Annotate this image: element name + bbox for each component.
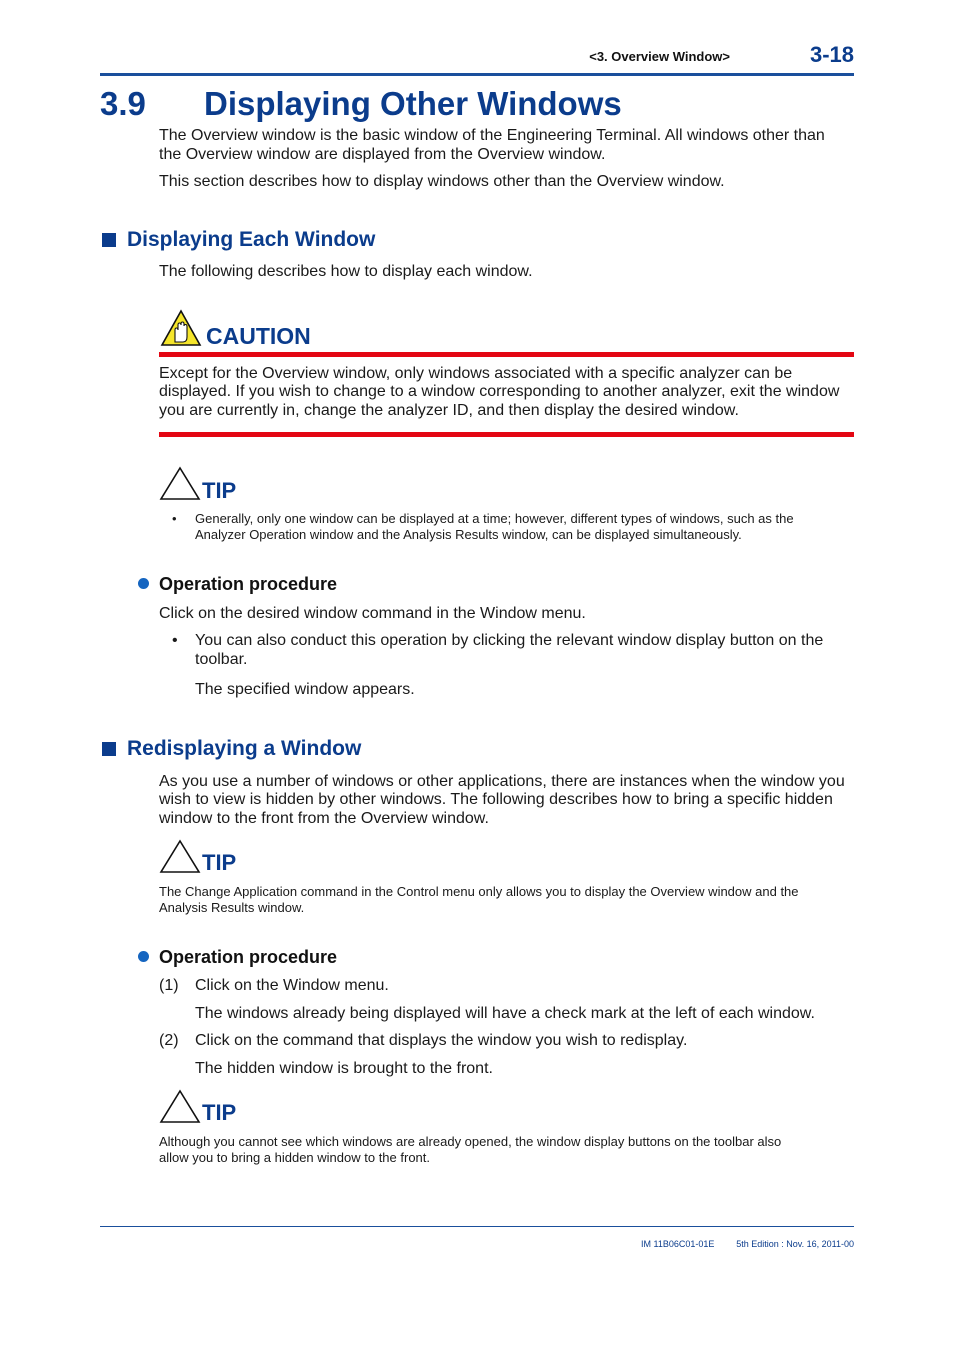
edition-info: 5th Edition : Nov. 16, 2011-00: [736, 1239, 854, 1249]
tip-bullet: •: [172, 511, 177, 526]
round-bullet-icon: [138, 578, 149, 589]
step-number: (2): [159, 1032, 179, 1049]
tip-triangle-icon: [159, 466, 201, 501]
tip-text-line: Generally, only one window can be displayed at a time; however, different types of windows, such as the: [195, 511, 794, 526]
caution-top-bar: [159, 352, 854, 357]
step-number: (1): [159, 977, 179, 994]
displaying-each-intro: The following describes how to display each window.: [159, 263, 533, 280]
subheading-redisplaying-window: Redisplaying a Window: [127, 737, 362, 760]
tip-label: TIP: [202, 1100, 237, 1125]
redisplaying-intro-line: window to the front from the Overview window.: [159, 810, 489, 827]
square-bullet-icon: [102, 233, 116, 247]
tip-text-line: allow you to bring a hidden window to the front.: [159, 1150, 431, 1165]
tip-text-line: The Change Application command in the Control menu only allows you to display the Overview window and the: [159, 884, 799, 899]
tip-label: TIP: [202, 478, 237, 503]
step-result: The windows already being displayed will have a check mark at the left of each window.: [195, 1005, 815, 1022]
operation-procedure-heading: Operation procedure: [159, 574, 338, 594]
chapter-header: <3. Overview Window>: [589, 49, 730, 64]
caution-text-line: you are currently in, change the analyzer ID, and then display the desired window.: [159, 402, 739, 419]
operation-procedure-heading: Operation procedure: [159, 947, 338, 967]
procedure-note-bullet: •: [172, 632, 178, 649]
page-number: 3-18: [809, 42, 854, 67]
step-text: Click on the command that displays the window you wish to redisplay.: [195, 1032, 688, 1049]
document-id: IM 11B06C01-01E: [641, 1239, 715, 1249]
footer-rule: [100, 1226, 854, 1227]
caution-text-line: displayed. If you wish to change to a window corresponding to another analyzer, exit the window: [159, 383, 840, 400]
tip-label: TIP: [202, 850, 237, 875]
procedure-result: The specified window appears.: [195, 681, 415, 698]
tip-text-line: Analyzer Operation window and the Analysis Results window, can be displayed simultaneously.: [195, 527, 742, 542]
intro-paragraph-line: The Overview window is the basic window of the Engineering Terminal. All windows other than: [159, 127, 825, 144]
tip-text-line: Analysis Results window.: [159, 900, 305, 915]
tip-text-line: Although you cannot see which windows are already opened, the window display buttons on the toolbar also: [159, 1134, 782, 1149]
intro-paragraph-line: the Overview window are displayed from the Overview window.: [159, 146, 606, 163]
section-title: Displaying Other Windows: [204, 85, 622, 122]
round-bullet-icon: [138, 951, 149, 962]
redisplaying-intro-line: wish to view is hidden by other windows. The following describes how to bring a specific hidden: [159, 791, 833, 808]
step-result: The hidden window is brought to the front.: [195, 1060, 493, 1077]
subheading-displaying-each-window: Displaying Each Window: [127, 228, 376, 251]
procedure-text: Click on the desired window command in the Window menu.: [159, 605, 586, 622]
tip-triangle-icon: [159, 839, 201, 874]
section-number: 3.9: [100, 85, 146, 122]
tip-triangle-icon: [159, 1089, 201, 1124]
step-text: Click on the Window menu.: [195, 977, 389, 994]
redisplaying-intro-line: As you use a number of windows or other applications, there are instances when the window you: [159, 773, 845, 790]
procedure-note-line: toolbar.: [195, 651, 248, 668]
intro-paragraph-2: This section describes how to display windows other than the Overview window.: [159, 173, 725, 190]
caution-hand-icon: [160, 309, 202, 347]
caution-text-line: Except for the Overview window, only windows associated with a specific analyzer can be: [159, 365, 793, 382]
header-rule: [100, 73, 854, 76]
caution-bottom-bar: [159, 432, 854, 437]
procedure-note-line: You can also conduct this operation by clicking the relevant window display button on the: [195, 632, 824, 649]
square-bullet-icon: [102, 742, 116, 756]
caution-label: CAUTION: [206, 323, 311, 349]
